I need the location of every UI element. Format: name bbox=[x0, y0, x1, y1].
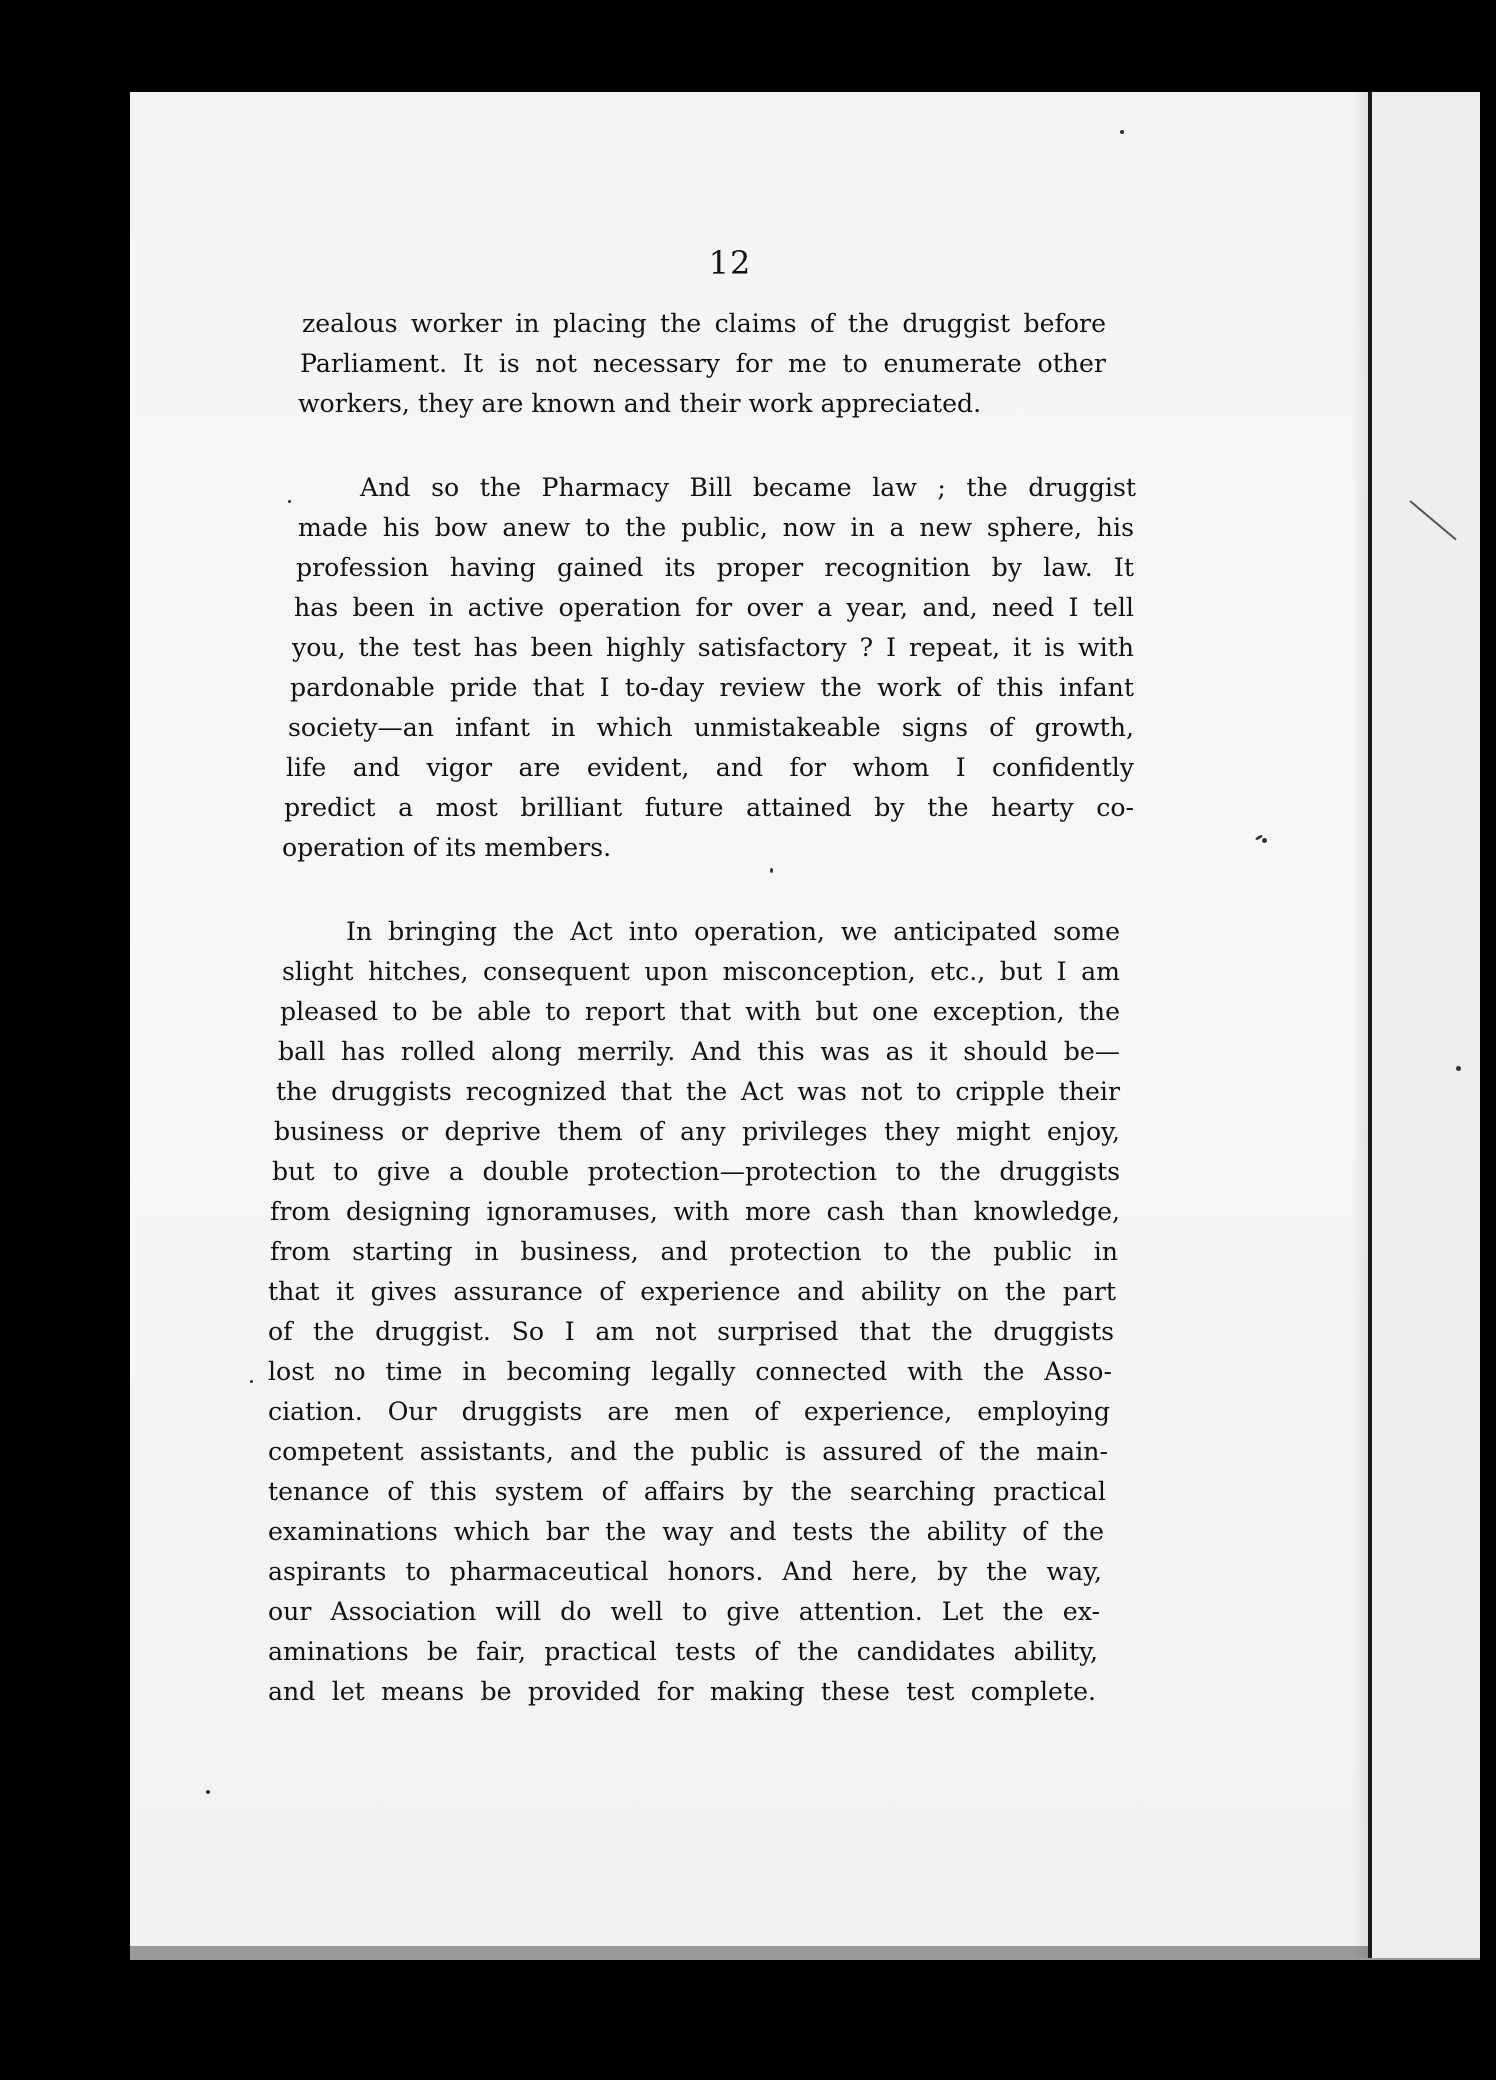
text-line: pardonable pride that I to-day review the work of this infant bbox=[290, 673, 1134, 702]
text-line: workers, they are known and their work appreciated. bbox=[298, 389, 982, 418]
dust-speck bbox=[1456, 1066, 1461, 1071]
body-text bbox=[268, 304, 1136, 1712]
text-line: of the druggist. So I am not surprised that the druggists bbox=[268, 1317, 1114, 1346]
text-line: lost no time in becoming legally connected with the Asso- bbox=[268, 1357, 1112, 1386]
text-line: predict a most brilliant future attained by the hearty co- bbox=[284, 793, 1134, 822]
right-dark-edge bbox=[1480, 92, 1496, 1958]
dust-speck bbox=[1120, 130, 1124, 134]
dust-speck bbox=[1262, 838, 1267, 843]
text-line: slight hitches, consequent upon misconception, etc., but I am bbox=[282, 957, 1120, 986]
text-line: And so the Pharmacy Bill became law ; the druggist bbox=[360, 473, 1136, 502]
text-line: tenance of this system of affairs by the searching practical bbox=[268, 1477, 1106, 1506]
text-line: the druggists recognized that the Act was not to cripple their bbox=[276, 1077, 1120, 1106]
text-line: business or deprive them of any privileges they might enjoy, bbox=[274, 1117, 1120, 1146]
text-line: examinations which bar the way and tests the ability of the bbox=[268, 1517, 1104, 1546]
text-line: society—an infant in which unmistakeable signs of growth, bbox=[288, 713, 1134, 742]
text-line: In bringing the Act into operation, we anticipated some bbox=[346, 917, 1120, 946]
paragraph-gap bbox=[268, 424, 1128, 468]
dust-speck bbox=[250, 1380, 253, 1383]
text-line: our Association will do well to give attention. Let the ex- bbox=[268, 1597, 1100, 1626]
text-line: you, the test has been highly satisfactory ? I repeat, it is with bbox=[292, 633, 1134, 662]
text-line: pleased to be able to report that with but one exception, the bbox=[280, 997, 1120, 1026]
text-line: competent assistants, and the public is assured of the main- bbox=[268, 1437, 1108, 1466]
text-line: has been in active operation for over a year, and, need I tell bbox=[294, 593, 1134, 622]
gutter-shade bbox=[1352, 92, 1368, 1958]
text-line: from designing ignoramuses, with more cash than knowledge, bbox=[270, 1197, 1120, 1226]
text-line: aminations be fair, practical tests of the candidates ability, bbox=[268, 1637, 1098, 1666]
paragraph-gap bbox=[268, 868, 1128, 912]
page-bottom-shadow bbox=[130, 1946, 1480, 1960]
text-line: ciation. Our druggists are men of experience, employing bbox=[268, 1397, 1110, 1426]
text-line: profession having gained its proper recognition by law. It bbox=[296, 553, 1134, 582]
text-line: operation of its members. bbox=[282, 833, 612, 862]
facing-page-strip bbox=[1372, 92, 1480, 1958]
text-line: and let means be provided for making these test complete. bbox=[268, 1677, 1096, 1706]
text-line: Parliament. It is not necessary for me to enumerate other bbox=[300, 349, 1106, 378]
dust-speck bbox=[206, 1790, 210, 1794]
text-line: but to give a double protection—protection to the druggists bbox=[272, 1157, 1120, 1186]
text-line: made his bow anew to the public, now in a new sphere, his bbox=[298, 513, 1134, 542]
text-line: life and vigor are evident, and for whom I confidently bbox=[286, 753, 1134, 782]
text-line: aspirants to pharmaceutical honors. And here, by the way, bbox=[268, 1557, 1102, 1586]
text-line: that it gives assurance of experience and ability on the part bbox=[268, 1277, 1116, 1306]
text-line: ball has rolled along merrily. And this was as it should be— bbox=[278, 1037, 1120, 1066]
text-line: from starting in business, and protection to the public in bbox=[270, 1237, 1118, 1266]
text-line: zealous worker in placing the claims of the druggist before bbox=[302, 309, 1106, 338]
page-number: 12 bbox=[708, 244, 752, 282]
